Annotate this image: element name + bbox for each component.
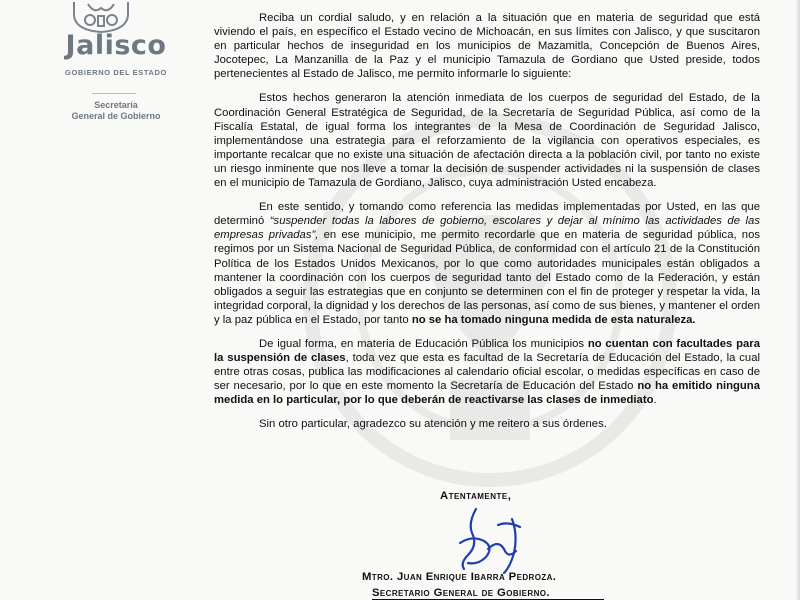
department-name	[46, 100, 186, 122]
paragraph-5: Sin otro particular, agradezco su atención y me reitero a sus órdenes.	[259, 418, 607, 431]
department-line-1: Secretaría	[94, 100, 138, 110]
paragraph-4	[214, 337, 760, 407]
handwritten-signature-icon	[438, 505, 528, 575]
paragraph-3-text-a: En este sentido, y tomando como referencia las medidas implementadas por Usted, en las que determinó	[214, 201, 760, 228]
brand-name: Jalisco	[65, 30, 167, 61]
paragraph-4-text-b: , toda vez que esta es facultad de la Secretaría de Educación del Estado, la cual entre otras cosas, publica las modificaciones al calendario oficial escolar, o medidas específicas en caso de ser necesario, por lo que en este momento la Secretaría de Educación del Estado	[214, 352, 760, 393]
department-line-2: General de Gobierno	[71, 111, 161, 121]
paragraph-2: Estos hechos generaron la atención inmediata de los cuerpos de seguridad del Estado, de la Coordinación General Estratégica de Seguridad, de la Secretaría de Seguridad Pública, así como de la Fiscalía Estatal, de igual forma los integrantes de la Mesa de Coordinación de Seguridad Jalisco, implementándose una estrategia para el reforzamiento de la vigilancia con operativos especiales, es importante recalcar que no existe una situación de afectación directa a la población civil, por tanto no existe un riesgo inminente que nos lleve a tomar la decisión de suspender actividades ni la suspensión de clases en el municipio de Tamazula de Gordiano, Jalisco, cuya administración Usted encabeza.	[214, 92, 760, 190]
paragraph-3-quote: “suspender todas la labores de gobierno, escolares y dejar al mínimo las actividades de las empresas privadas”,	[214, 215, 760, 242]
brand-subtitle: GOBIERNO DEL ESTADO	[65, 68, 167, 77]
paragraph-1: Reciba un cordial saludo, y en relación a la situación que en materia de seguridad que está viviendo el país, en específico el Estado vecino de Michoacán, en sus límites con Jalisco, y que suscitaron en particular hechos de inseguridad en los municipios de Mazamitla, Concepción de Buenos Aires, Jocotepec, La Manzanilla de la Paz y el municipio Tamazula de Gordiano que Usted preside, todos pertenecientes al Estado de Jalisco, me permito informarle lo siguiente:	[214, 12, 760, 81]
jalisco-crest-icon	[70, 0, 132, 34]
paragraph-3-text-b: en ese municipio, me permito recordarle que en materia de seguridad pública, nos regimos por un Sistema Nacional de Seguridad Pública, de conformidad con el artículo 21 de la Constitución Política de los Estados Unidos Mexicanos, por lo que como autoridades municipales están obligados a mantener la coordinación con los cuerpos de seguridad tanto del Estado como de la Federación, y están obligados a seguir las estrategias que en conjunto se determinen con el fin de proteger y respetar la vida, la integridad corporal, la dignidad y los derechos de las personas, así como de sus bienes, y mantener el orden y la paz pública en el Estado, por tanto	[214, 229, 761, 326]
paragraph-4-text-a: De igual forma, en materia de Educación Pública los municipios	[259, 337, 588, 350]
paragraph-4-emphasis-1: no cuentan con facultades para la suspensión de clases	[214, 337, 760, 365]
paragraph-3-emphasis: no se ha tomado ninguna medida de esta naturaleza.	[411, 313, 696, 326]
closing-salutation: Atentamente,	[440, 490, 512, 502]
paragraph-4-emphasis-2: no ha emitido ninguna medida en lo particular, por lo que deberán de reactivarse las clases de inmediato	[214, 380, 760, 407]
letter-body	[214, 11, 760, 442]
paragraph-3	[214, 200, 760, 327]
signer-name: Mtro. Juan Enrique Ibarra Pedroza.	[362, 571, 557, 583]
paragraph-4-text-c: .	[653, 394, 657, 407]
signer-title: Secretario General de Gobierno.	[372, 587, 550, 599]
header-divider	[92, 93, 136, 94]
page-edge-shadow	[794, 0, 800, 600]
